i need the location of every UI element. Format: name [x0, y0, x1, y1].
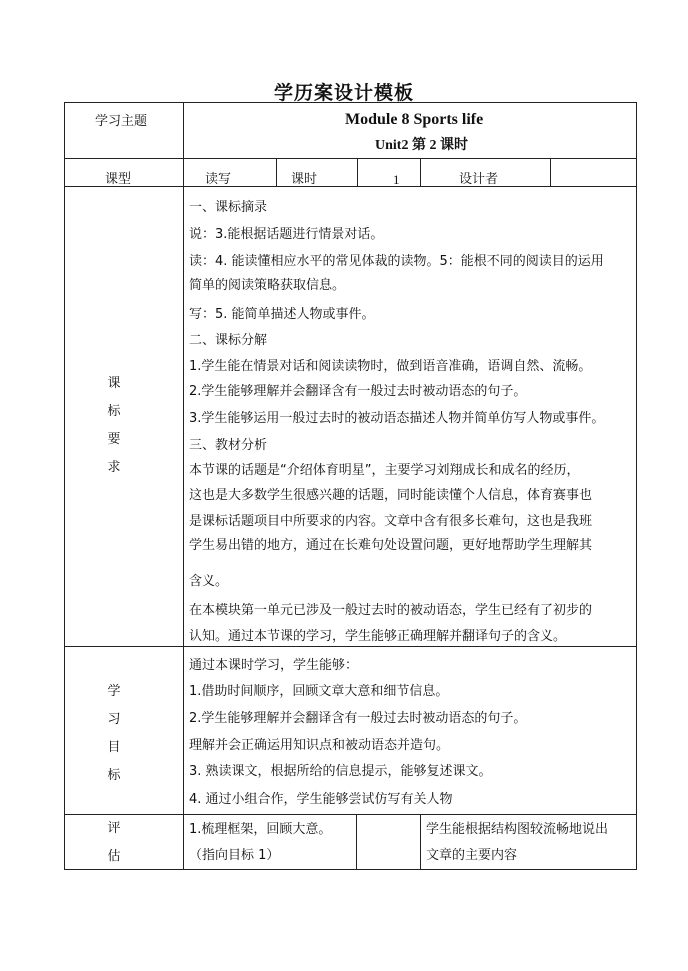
standards-line: 2.学生能够理解并会翻译含有一般过去时被动语态的句子。: [189, 384, 527, 399]
objectives-label-char: 习: [107, 712, 121, 727]
objectives-label-char: 标: [107, 768, 121, 783]
objectives-line: 理解并会正确运用知识点和被动语态并造句。: [189, 738, 450, 753]
standards-line: 二、课标分解: [189, 333, 268, 348]
period-value-cell: [357, 158, 421, 187]
objectives-label-char: 学: [107, 684, 121, 699]
standards-line: 含义。: [189, 574, 229, 589]
standards-label-char: 课: [107, 376, 121, 391]
standards-line: 1.学生能在情景对话和阅读读物时，做到语音准确，语调自然、流畅。: [189, 359, 592, 374]
standards-label-char: 求: [107, 460, 121, 475]
standards-label: [104, 370, 124, 482]
standards-line: 简单的阅读策略获取信息。: [189, 278, 346, 293]
assessment-criteria-line: 文章的主要内容: [426, 848, 518, 863]
topic-label: 学习主题: [95, 114, 148, 129]
module-title: Module 8 Sports life: [345, 111, 484, 128]
topic-label-cell: [64, 102, 184, 159]
assessment-label: [104, 815, 124, 871]
assessment-label-char: 评: [107, 821, 121, 836]
type-label: 课型: [105, 172, 132, 187]
document-title: 学历案设计模板: [273, 82, 414, 104]
period-value: 1: [393, 172, 400, 187]
objectives-line: 通过本课时学习，学生能够：: [189, 658, 359, 673]
assessment-task-line: （指向目标 1）: [189, 848, 280, 863]
objectives-label-char: 目: [107, 740, 121, 755]
standards-line: 学生易出错的地方，通过在长难句处设置问题，更好地帮助学生理解其: [189, 538, 593, 553]
objectives-line: 4. 通过小组合作，学生能够尝试仿写有关人物: [189, 792, 453, 807]
standards-line: 读：4. 能读懂相应水平的常见体裁的读物。5：能根不同的阅读目的运用: [189, 254, 604, 269]
standards-line: 写：5. 能简单描述人物或事件。: [189, 307, 375, 322]
standards-line: 这也是大多数学生很感兴趣的话题，同时能读懂个人信息，体育赛事也: [189, 488, 593, 503]
standards-label-char: 要: [107, 432, 121, 447]
standards-line: 在本模块第一单元已涉及一般过去时的被动语态，学生已经有了初步的: [189, 603, 593, 618]
standards-line: 一、课标摘录: [189, 200, 268, 215]
assessment-task-line: 1.梳理框架，回顾大意。: [189, 822, 332, 837]
standards-line: 三、教材分析: [189, 438, 268, 453]
standards-line: 3.学生能够运用一般过去时的被动语态描述人物并简单仿写人物或事件。: [189, 411, 605, 426]
standards-line: 是课标话题项目中所要求的内容。文章中含有很多长难句，这也是我班: [189, 514, 593, 529]
objectives-line: 3. 熟读课文，根据所给的信息提示，能够复述课文。: [189, 764, 492, 779]
assessment-label-cell: [64, 814, 184, 870]
standards-line: 认知。通过本节课的学习，学生能够正确理解并翻译句子的含义。: [189, 629, 567, 644]
standards-label-char: 标: [107, 404, 121, 419]
type-value: 读写: [205, 172, 232, 187]
objectives-line: 1.借助时间顺序，回顾文章大意和细节信息。: [189, 684, 449, 699]
period-label: 课时: [291, 172, 318, 187]
assessment-criteria-line: 学生能根据结构图较流畅地说出: [426, 822, 609, 837]
standards-line: 说：3.能根据话题进行情景对话。: [189, 227, 384, 242]
designer-label: 设计者: [459, 172, 499, 187]
assessment-middle-cell: [356, 814, 421, 870]
standards-line: 本节课的话题是“介绍体育明星”，主要学习刘翔成长和成名的经历，: [189, 463, 580, 478]
unit-title: Unit2 第 2 课时: [375, 138, 468, 153]
objectives-line: 2.学生能够理解并会翻译含有一般过去时被动语态的句子。: [189, 711, 527, 726]
standards-label-cell: [64, 186, 184, 647]
assessment-label-char: 估: [107, 849, 121, 864]
objectives-label-cell: [64, 646, 184, 815]
designer-value-cell: [550, 158, 637, 187]
objectives-label: [104, 678, 124, 790]
